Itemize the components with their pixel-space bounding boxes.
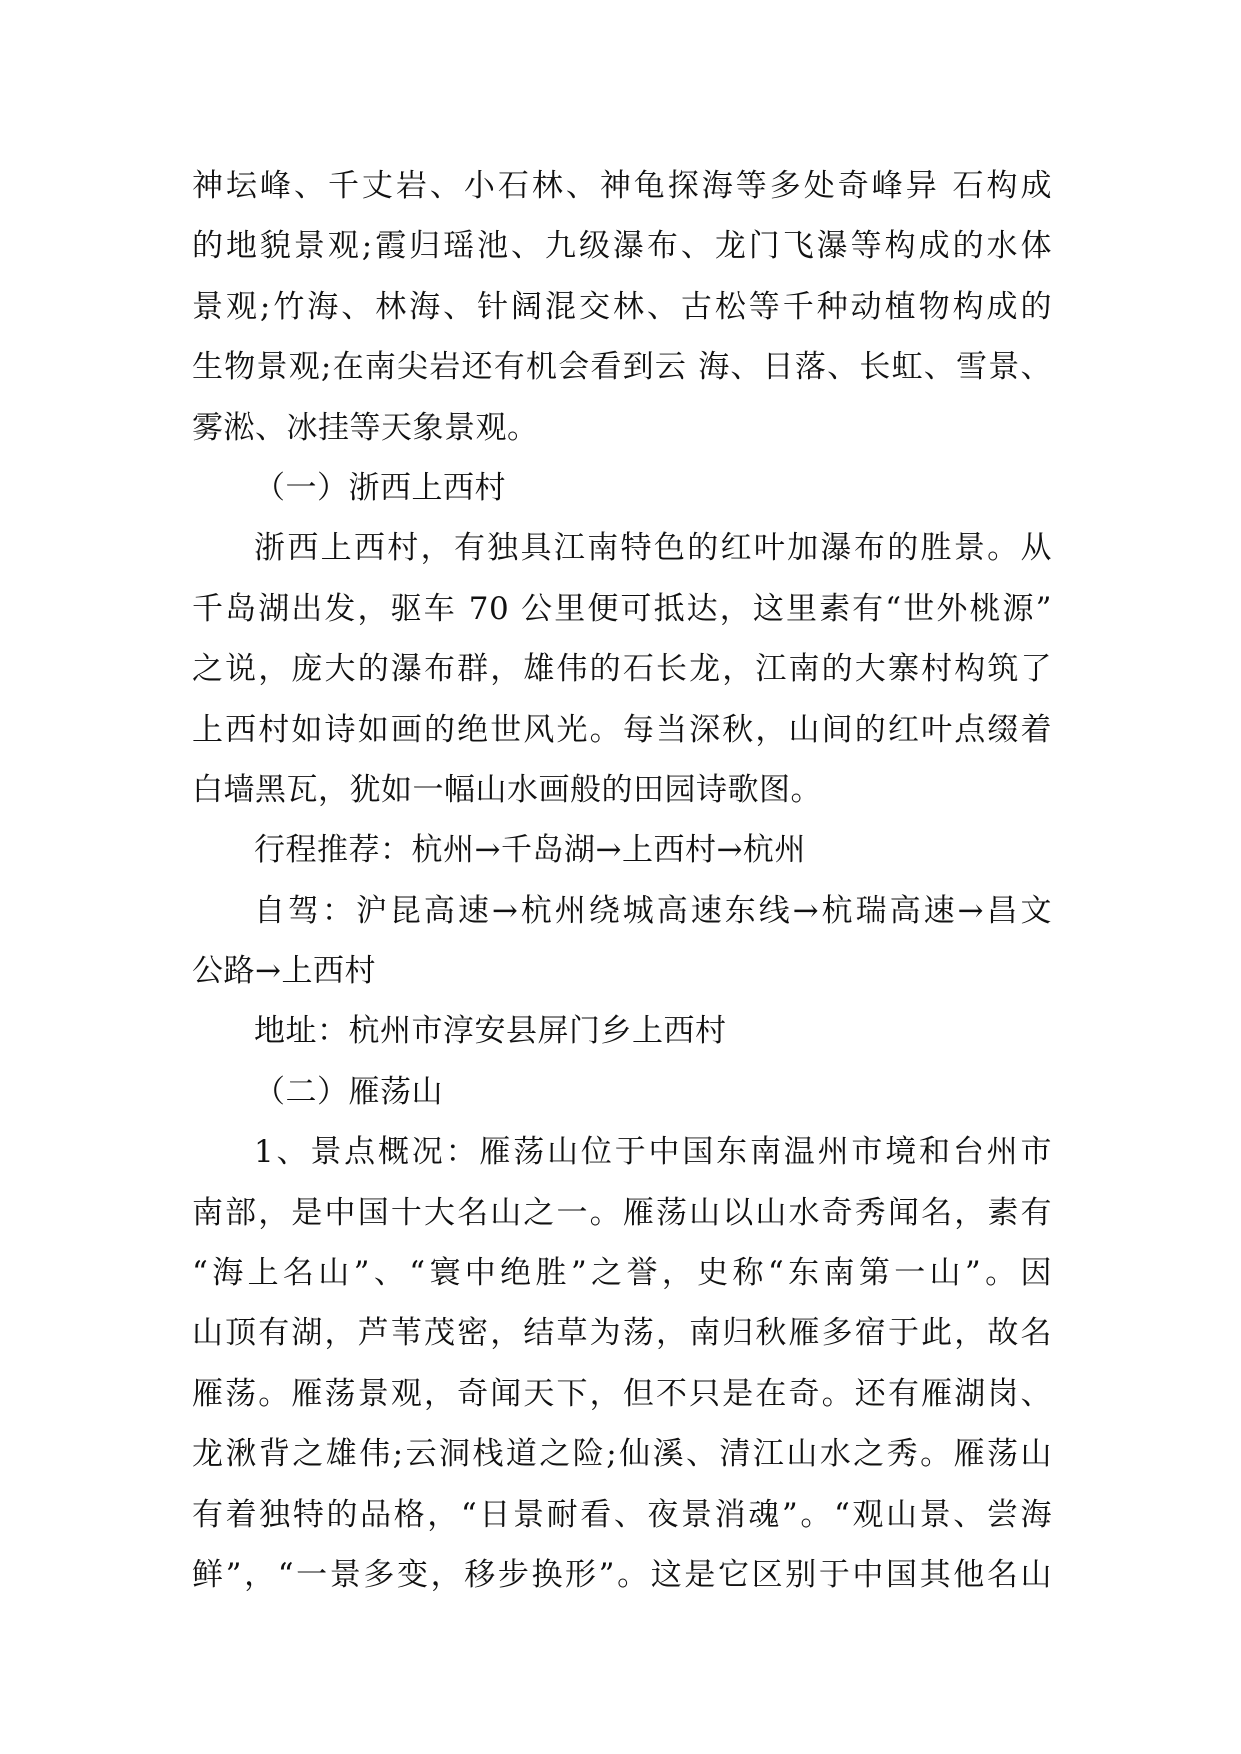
paragraph-drive — [192, 881, 1052, 1002]
text-line: 之说，庞大的瀑布群，雄伟的石长龙，江南的大寨村构筑了 — [192, 651, 1052, 688]
text-line: 上西村如诗如画的绝世风光。每当深秋，山间的红叶点缀着 — [192, 711, 1052, 748]
paragraph-address: 地址：杭州市淳安县屏门乡上西村 — [254, 1013, 727, 1050]
text-line: 山顶有湖，芦苇茂密，结草为荡，南归秋雁多宿于此，故名 — [192, 1315, 1052, 1352]
paragraph-shangxi — [192, 518, 1052, 820]
text-line: 公路→上西村 — [192, 953, 376, 990]
text-line: 有着独特的品格，“日景耐看、夜景消魂”。“观山景、尝海 — [192, 1496, 1052, 1533]
paragraph-yandang — [192, 1122, 1052, 1605]
text-line: 自驾：沪昆高速→杭州绕城高速东线→杭瑞高速→昌文 — [254, 892, 1052, 929]
text-line: 白墙黑瓦，犹如一幅山水画般的田园诗歌图。 — [192, 771, 822, 808]
section-heading-yandang: （二）雁荡山 — [254, 1073, 443, 1110]
text-line: 鲜”，“一景多变，移步换形”。这是它区别于中国其他名山 — [192, 1556, 1052, 1593]
text-line: 的地貌景观;霞归瑶池、九级瀑布、龙门飞瀑等构成的水体 — [192, 228, 1052, 265]
text-line: 雁荡。雁荡景观，奇闻天下，但不只是在奇。还有雁湖岗、 — [192, 1375, 1052, 1412]
text-line: 神坛峰、千丈岩、小石林、神龟探海等多处奇峰异 石构成 — [192, 168, 1052, 204]
section-heading-shangxi: （一）浙西上西村 — [254, 469, 506, 506]
text-line: 景观;竹海、林海、针阔混交林、古松等千种动植物构成的 — [192, 288, 1052, 325]
text-line: 1、景点概况：雁荡山位于中国东南温州市境和台州市 — [254, 1134, 1052, 1171]
document-page — [192, 156, 1052, 1605]
text-line: “海上名山”、“寰中绝胜”之誉，史称“东南第一山”。因 — [192, 1255, 1052, 1292]
text-line: 千岛湖出发，驱车 70 公里便可抵达，这里素有“世外桃源” — [192, 590, 1052, 627]
paragraph-route: 行程推荐：杭州→千岛湖→上西村→杭州 — [254, 832, 806, 869]
text-line: 南部，是中国十大名山之一。雁荡山以山水奇秀闻名，素有 — [192, 1194, 1052, 1231]
text-line: 雾淞、冰挂等天象景观。 — [192, 409, 539, 446]
text-line: 生物景观;在南尖岩还有机会看到云 海、日落、长虹、雪景、 — [192, 349, 1052, 386]
text-line: 浙西上西村，有独具江南特色的红叶加瀑布的胜景。从 — [254, 530, 1052, 567]
paragraph-intro — [192, 156, 1052, 458]
text-line: 龙湫背之雄伟;云洞栈道之险;仙溪、清江山水之秀。雁荡山 — [192, 1436, 1052, 1473]
